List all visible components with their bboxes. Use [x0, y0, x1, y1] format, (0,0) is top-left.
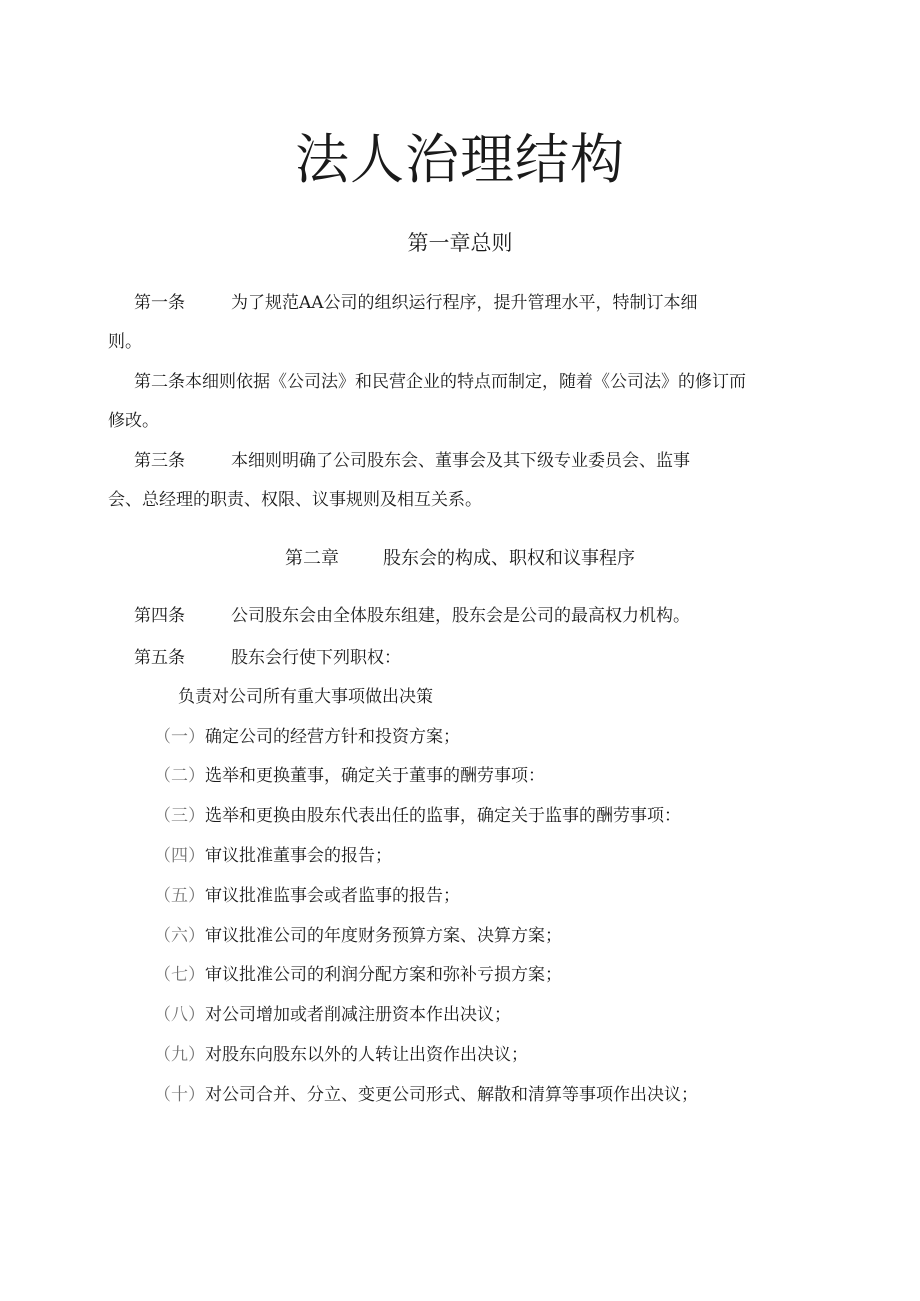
- list-item-text: 审议批准公司的利润分配方案和弥补亏损方案；: [205, 965, 562, 985]
- article-5-label: 第五条: [134, 648, 185, 668]
- list-item-number: （一）: [154, 727, 205, 747]
- list-item: [154, 1082, 698, 1108]
- list-item: [154, 803, 681, 829]
- article-4: [134, 603, 690, 629]
- list-item-number: （八）: [154, 1005, 205, 1025]
- list-item-text: 选举和更换董事，确定关于董事的酬劳事项：: [205, 766, 545, 786]
- chapter-2-heading: [0, 545, 920, 573]
- article-3-label: 第三条: [134, 451, 185, 471]
- article-5: [134, 645, 401, 671]
- article-2-continuation: 修改。: [108, 411, 159, 431]
- article-4-label: 第四条: [134, 606, 185, 626]
- list-item-number: （三）: [154, 806, 205, 826]
- list-item-text: 审议批准监事会或者监事的报告；: [205, 886, 460, 906]
- document-title: 法人治理结构: [295, 128, 625, 191]
- list-item: [154, 1042, 528, 1068]
- list-item-text: 审议批准董事会的报告；: [205, 846, 392, 866]
- powers-intro: 负责对公司所有重大事项做出决策: [178, 687, 433, 707]
- list-item-text: 对公司增加或者削减注册资本作出决议；: [205, 1005, 511, 1025]
- article-1: [134, 290, 698, 316]
- article-2-label: 第二条: [134, 372, 185, 392]
- chapter-2-title: 股东会的构成、职权和议事程序: [383, 548, 635, 569]
- list-item-number: （二）: [154, 766, 205, 786]
- list-item: [154, 763, 545, 789]
- list-item: [154, 724, 460, 750]
- article-1-label: 第一条: [134, 293, 185, 313]
- list-item-number: （四）: [154, 846, 205, 866]
- article-3-text: 本细则明确了公司股东会、董事会及其下级专业委员会、监事: [231, 451, 690, 471]
- list-item-number: （十）: [154, 1085, 205, 1105]
- article-4-text: 公司股东会由全体股东组建，股东会是公司的最高权力机构。: [231, 606, 690, 626]
- article-2: [134, 369, 746, 395]
- list-item-number: （七）: [154, 965, 205, 985]
- list-item-number: （五）: [154, 886, 205, 906]
- list-item: [154, 923, 562, 949]
- article-1-text: 为了规范AA公司的组织运行程序，提升管理水平，特制订本细: [231, 293, 698, 313]
- list-item-number: （九）: [154, 1045, 205, 1065]
- list-item-text: 对股东向股东以外的人转让出资作出决议；: [205, 1045, 528, 1065]
- article-2-text: 本细则依据《公司法》和民营企业的特点而制定，随着《公司法》的修订而: [185, 372, 746, 392]
- list-item: [154, 962, 562, 988]
- article-5-text: 股东会行使下列职权：: [231, 648, 401, 668]
- chapter-2-number: 第二章: [285, 548, 339, 569]
- list-item: [154, 883, 460, 909]
- chapter-1-heading: 第一章总则: [407, 231, 513, 255]
- article-3: [134, 448, 690, 474]
- list-item-text: 对公司合并、分立、变更公司形式、解散和清算等事项作出决议；: [205, 1085, 698, 1105]
- list-item-text: 审议批准公司的年度财务预算方案、决算方案；: [205, 926, 562, 946]
- list-item-text: 确定公司的经营方针和投资方案；: [205, 727, 460, 747]
- list-item-number: （六）: [154, 926, 205, 946]
- list-item: [154, 1002, 511, 1028]
- list-item-text: 选举和更换由股东代表出任的监事，确定关于监事的酬劳事项：: [205, 806, 681, 826]
- list-item: [154, 843, 392, 869]
- article-3-continuation: 会、总经理的职责、权限、议事规则及相互关系。: [108, 490, 482, 510]
- article-1-continuation: 则。: [108, 332, 142, 352]
